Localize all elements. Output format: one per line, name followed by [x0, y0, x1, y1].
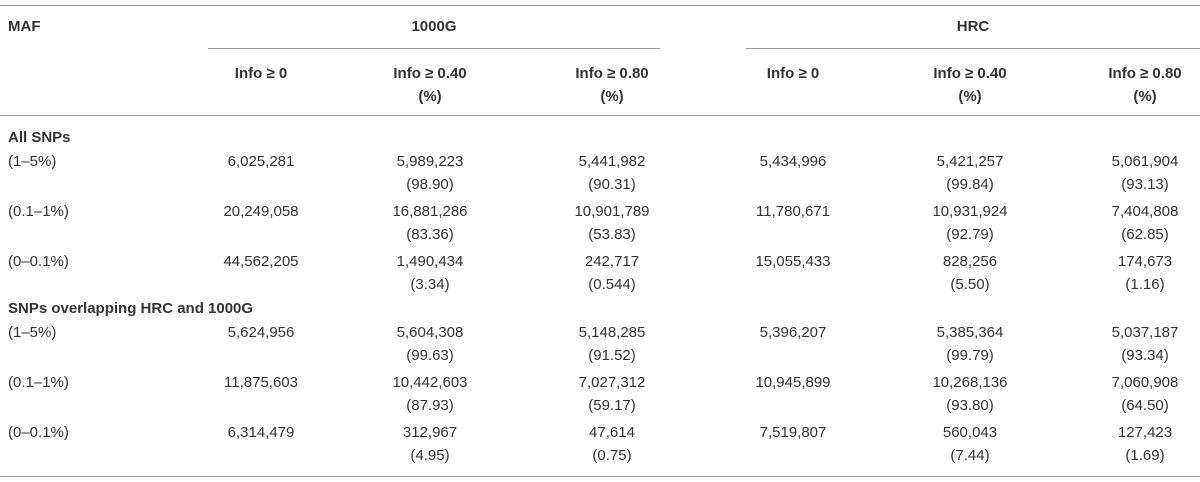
row-maf-label: (1–5%) — [8, 153, 57, 170]
table-cell: 560,043 (7.44) — [942, 424, 998, 464]
table-cell: 5,148,285 (91.52) — [578, 324, 646, 364]
col-header-line1: Info ≥ 0.40 — [393, 65, 467, 82]
table-cell: 10,268,136 (93.80) — [932, 374, 1008, 414]
table-cell: 312,967 (4.95) — [402, 424, 458, 464]
col-header-line1: Info ≥ 0 — [234, 65, 288, 82]
table-cell: 5,434,996 — [759, 153, 827, 170]
table-cell: 5,421,257 (99.84) — [936, 153, 1004, 193]
col-header-1000g-info0 — [208, 62, 314, 85]
group-header-1000g: 1000G — [411, 18, 457, 35]
col-header-line1: Info ≥ 0.80 — [575, 65, 649, 82]
row-maf-label: (0.1–1%) — [8, 374, 69, 391]
table-cell: 5,396,207 — [759, 324, 827, 341]
table-cell: 20,249,058 — [223, 203, 299, 220]
group-1000g-underline — [208, 48, 660, 49]
group-hrc-underline — [746, 48, 1200, 49]
table-cell: 5,061,904 (93.13) — [1111, 153, 1179, 193]
table-cell: 6,314,479 — [227, 424, 295, 441]
table-cell: 7,060,908 (64.50) — [1111, 374, 1179, 414]
table-cell: 7,519,807 — [759, 424, 827, 441]
col-header-1000g-info080 — [552, 62, 672, 108]
row-maf-label: (0–0.1%) — [8, 424, 69, 441]
table-cell: 7,404,808 (62.85) — [1111, 203, 1179, 243]
table-cell: 5,604,308 (99.63) — [396, 324, 464, 364]
table-cell: 16,881,286 (83.36) — [392, 203, 468, 243]
table-cell: 11,780,671 — [756, 203, 830, 220]
table-cell: 47,614 (0.75) — [589, 424, 635, 464]
col-header-hrc-info0 — [740, 62, 846, 85]
table-cell: 242,717 (0.544) — [584, 253, 640, 293]
col-header-line1: Info ≥ 0.80 — [1108, 65, 1182, 82]
col-header-hrc-info080 — [1090, 62, 1200, 108]
section-title: SNPs overlapping HRC and 1000G — [8, 300, 254, 317]
col-header-line2: (%) — [958, 88, 982, 105]
table-cell: 15,055,433 — [755, 253, 831, 270]
row-maf-label: (1–5%) — [8, 324, 57, 341]
col-header-line1: Info ≥ 0.40 — [933, 65, 1007, 82]
col-header-line2: (%) — [418, 88, 442, 105]
table-cell: 10,901,789 (53.83) — [574, 203, 650, 243]
table-cell: 127,423 (1.69) — [1117, 424, 1173, 464]
group-header-hrc: HRC — [956, 18, 990, 35]
table-cell: 1,490,434 (3.34) — [396, 253, 464, 293]
table-cell: 10,931,924 (92.79) — [932, 203, 1008, 243]
table-cell: 5,989,223 (98.90) — [396, 153, 464, 193]
col-header-line2: (%) — [1133, 88, 1157, 105]
header-bottom-rule — [0, 115, 1200, 116]
col-header-1000g-info040 — [370, 62, 490, 108]
table-cell: 10,945,899 — [755, 374, 831, 391]
table-cell: 10,442,603 (87.93) — [392, 374, 468, 414]
table-cell: 5,037,187 (93.34) — [1111, 324, 1179, 364]
table-cell: 11,875,603 — [224, 374, 298, 391]
section-title: All SNPs — [8, 129, 71, 146]
table-cell: 6,025,281 — [227, 153, 295, 170]
row-maf-label: (0.1–1%) — [8, 203, 69, 220]
top-rule — [0, 5, 1200, 6]
table-cell: 5,385,364 (99.79) — [936, 324, 1004, 364]
table-cell: 5,624,956 — [227, 324, 295, 341]
bottom-rule — [0, 476, 1200, 477]
col-header-line1: Info ≥ 0 — [766, 65, 820, 82]
maf-header: MAF — [8, 18, 41, 35]
table-cell: 44,562,205 — [223, 253, 299, 270]
table-cell: 7,027,312 (59.17) — [578, 374, 646, 414]
table-cell: 5,441,982 (90.31) — [578, 153, 646, 193]
table-cell: 828,256 (5.50) — [942, 253, 998, 293]
col-header-line2: (%) — [600, 88, 624, 105]
col-header-hrc-info040 — [910, 62, 1030, 108]
row-maf-label: (0–0.1%) — [8, 253, 69, 270]
table-cell: 174,673 (1.16) — [1117, 253, 1173, 293]
